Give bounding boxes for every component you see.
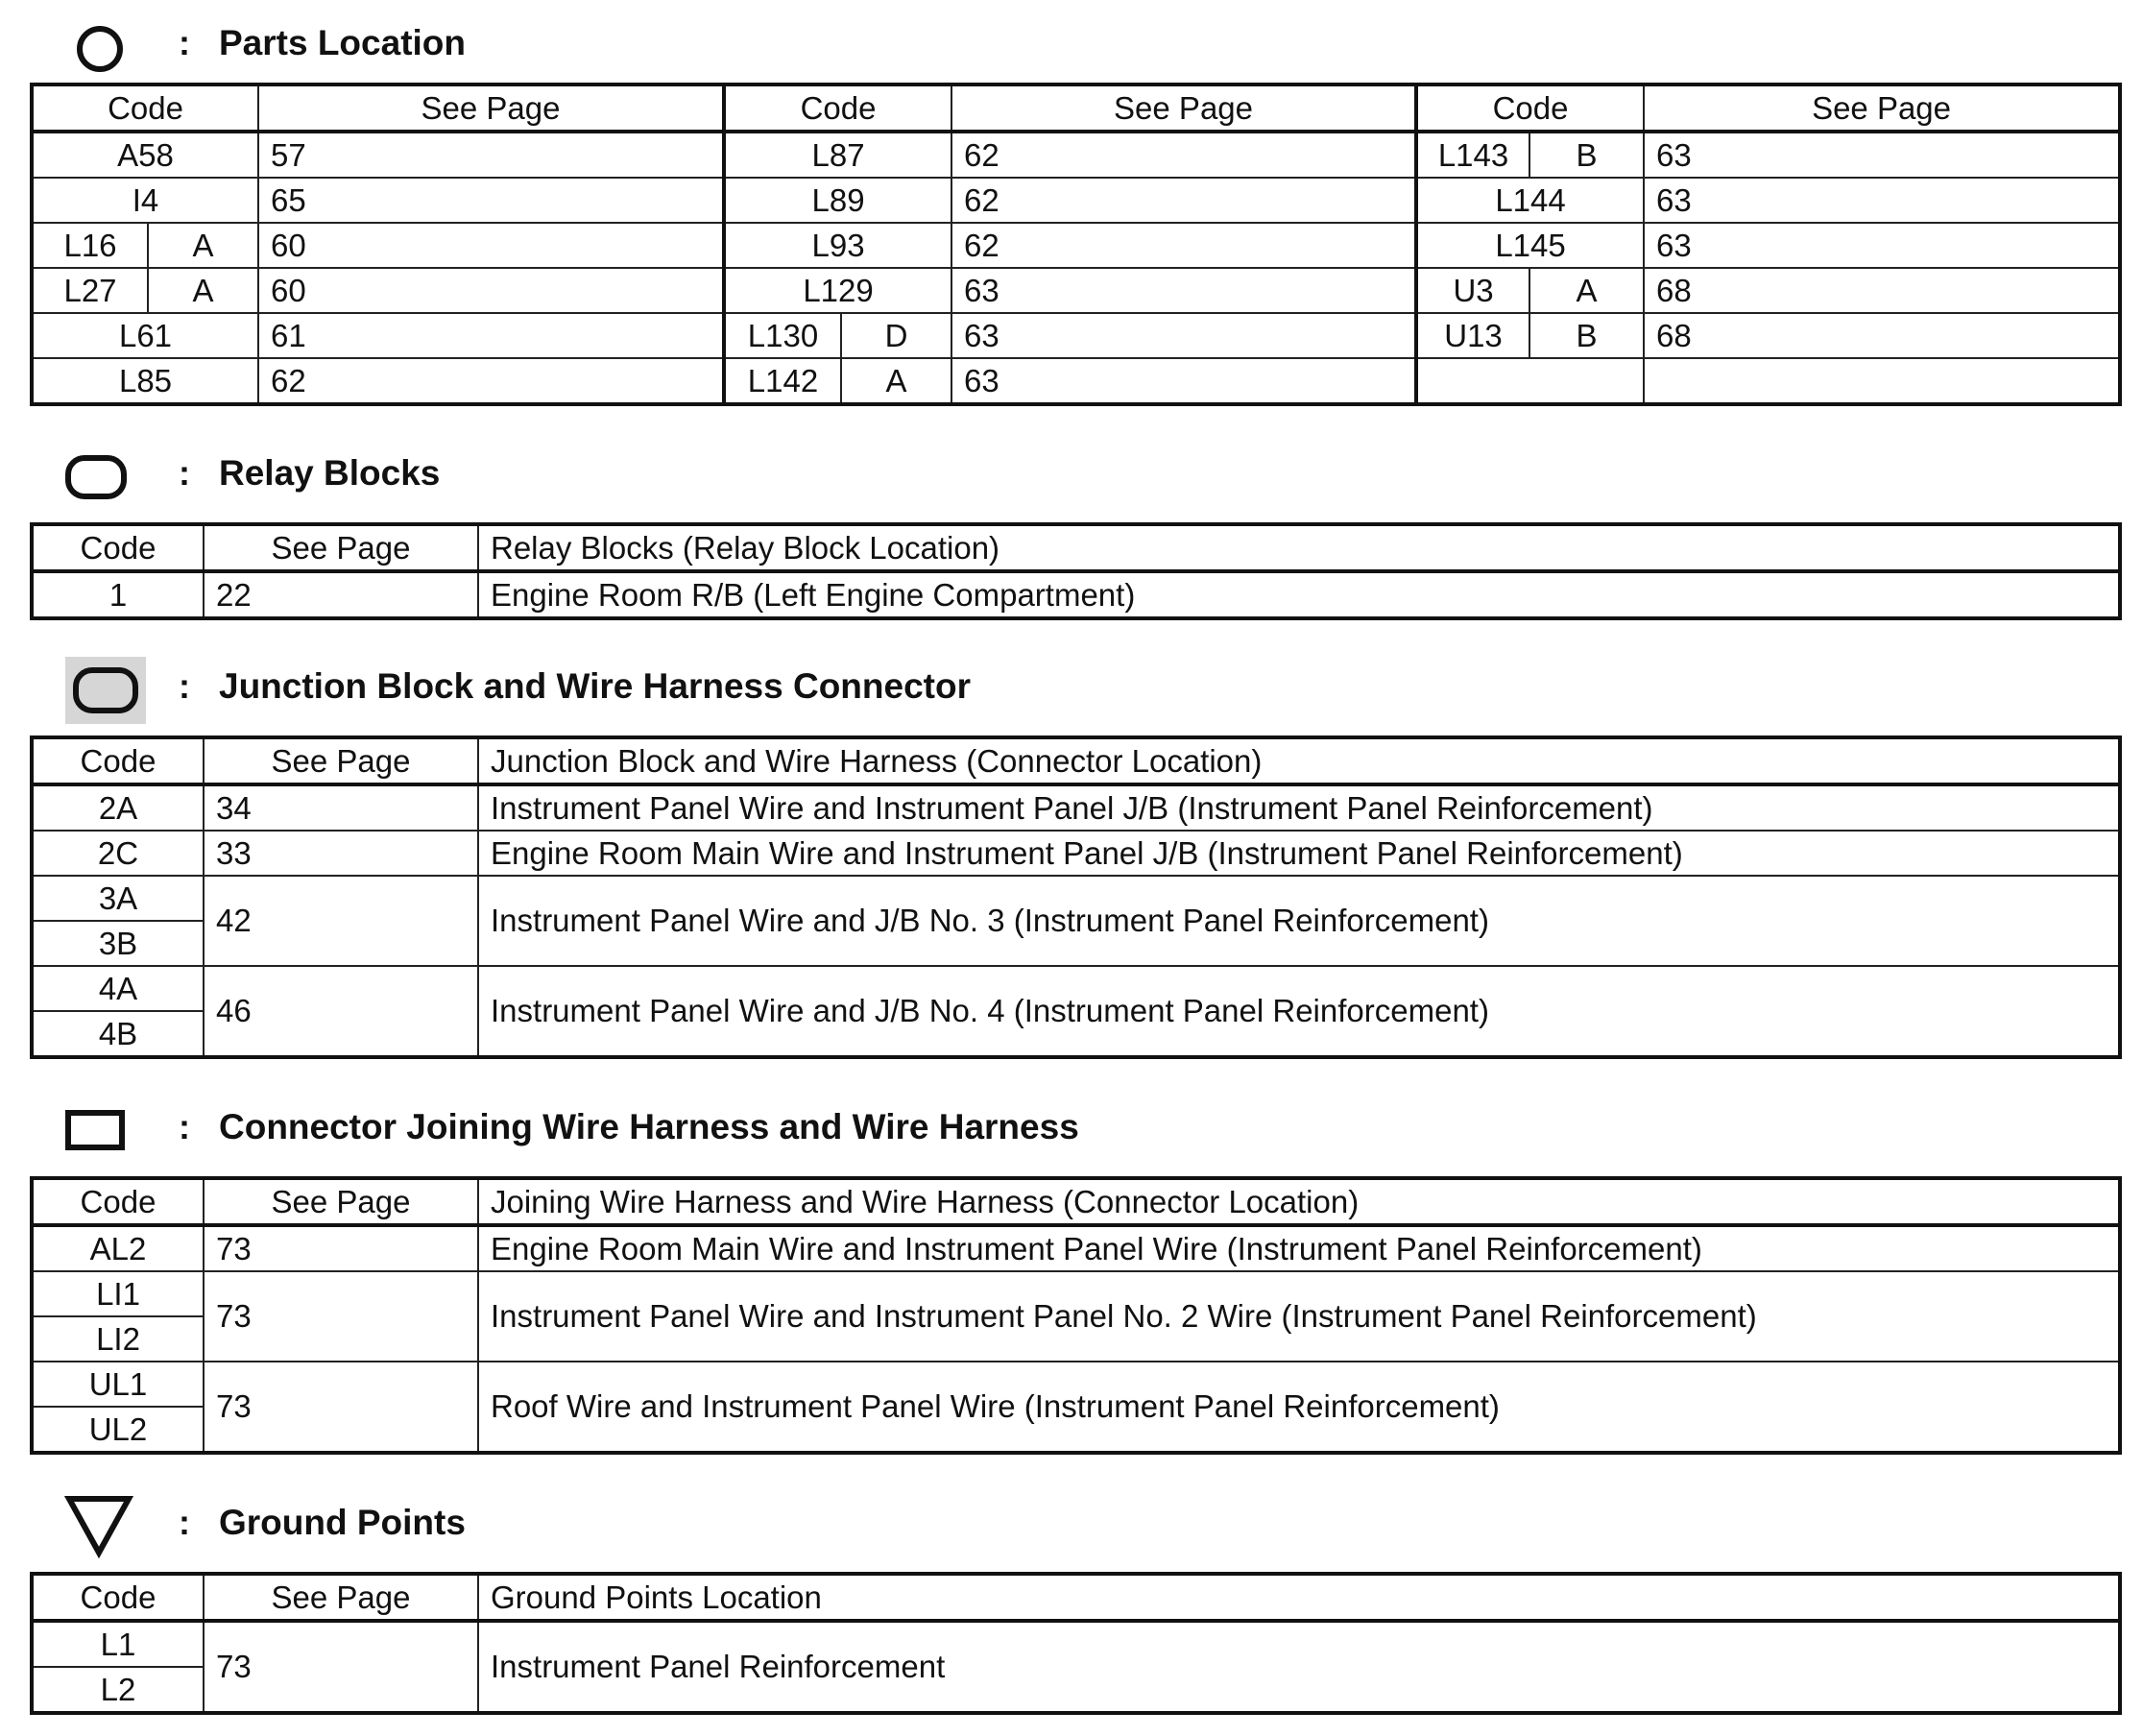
see-page-header: See Page bbox=[204, 524, 478, 571]
code-cell: U3 bbox=[1416, 268, 1529, 313]
sub-code-cell: A bbox=[148, 268, 258, 313]
code-header: Code bbox=[32, 1178, 204, 1225]
description-cell: Engine Room R/B (Left Engine Compartment) bbox=[478, 571, 2120, 618]
code-cell: L89 bbox=[724, 178, 951, 223]
description-cell: Instrument Panel Reinforcement bbox=[478, 1621, 2120, 1713]
code-cell: L142 bbox=[724, 358, 841, 404]
table-row bbox=[32, 1621, 2120, 1667]
code-cell: L2 bbox=[32, 1667, 204, 1713]
code-cell: U13 bbox=[1416, 313, 1529, 358]
page-cell: 73 bbox=[204, 1271, 478, 1362]
page-cell: 63 bbox=[951, 313, 1416, 358]
sub-code-cell: B bbox=[1529, 132, 1644, 178]
empty-cell bbox=[1644, 358, 2120, 404]
code-header: Code bbox=[32, 524, 204, 571]
code-cell: L93 bbox=[724, 223, 951, 268]
table-row bbox=[32, 178, 2120, 223]
table-row bbox=[32, 831, 2120, 876]
junction-block-table bbox=[30, 735, 2122, 1059]
table-row bbox=[32, 313, 2120, 358]
page-cell: 33 bbox=[204, 831, 478, 876]
see-page-header: See Page bbox=[204, 737, 478, 784]
page-cell: 63 bbox=[1644, 132, 2120, 178]
sub-code-cell: A bbox=[148, 223, 258, 268]
table-row bbox=[32, 1271, 2120, 1316]
page-cell: 22 bbox=[204, 571, 478, 618]
sub-code-cell: D bbox=[841, 313, 951, 358]
description-header: Ground Points Location bbox=[478, 1574, 2120, 1621]
page-cell: 63 bbox=[951, 268, 1416, 313]
description-cell: Engine Room Main Wire and Instrument Panel Wire (Instrument Panel Reinforcement) bbox=[478, 1225, 2120, 1271]
code-cell: L85 bbox=[32, 358, 258, 404]
code-cell: 2A bbox=[32, 784, 204, 831]
page-cell: 60 bbox=[258, 223, 724, 268]
code-cell: L144 bbox=[1416, 178, 1644, 223]
relay-blocks-heading bbox=[0, 444, 2143, 511]
sub-code-cell: A bbox=[841, 358, 951, 404]
page-cell: 65 bbox=[258, 178, 724, 223]
code-cell: L1 bbox=[32, 1621, 204, 1667]
table-header-row bbox=[32, 524, 2120, 571]
heading-colon: : bbox=[179, 1503, 190, 1542]
code-header: Code bbox=[32, 737, 204, 784]
code-cell: A58 bbox=[32, 132, 258, 178]
page-cell: 60 bbox=[258, 268, 724, 313]
description-header: Joining Wire Harness and Wire Harness (Connector Location) bbox=[478, 1178, 2120, 1225]
table-row bbox=[32, 1225, 2120, 1271]
page-cell: 57 bbox=[258, 132, 724, 178]
code-cell: L145 bbox=[1416, 223, 1644, 268]
page-cell: 34 bbox=[204, 784, 478, 831]
page-cell: 68 bbox=[1644, 268, 2120, 313]
page-cell: 63 bbox=[951, 358, 1416, 404]
table-header-row bbox=[32, 1178, 2120, 1225]
table-row bbox=[32, 223, 2120, 268]
table-header-row bbox=[32, 84, 2120, 132]
description-header: Junction Block and Wire Harness (Connector Location) bbox=[478, 737, 2120, 784]
page-cell: 61 bbox=[258, 313, 724, 358]
heading-colon: : bbox=[179, 453, 190, 493]
code-cell: 3B bbox=[32, 921, 204, 966]
code-cell: UL2 bbox=[32, 1407, 204, 1453]
ground-points-table bbox=[30, 1572, 2122, 1715]
junction-block-heading bbox=[0, 657, 2143, 724]
description-cell: Engine Room Main Wire and Instrument Panel J/B (Instrument Panel Reinforcement) bbox=[478, 831, 2120, 876]
rectangle-icon bbox=[63, 1097, 150, 1165]
code-cell: LI1 bbox=[32, 1271, 204, 1316]
page-cell: 63 bbox=[1644, 178, 2120, 223]
triangle-down-icon bbox=[63, 1493, 150, 1560]
table-row bbox=[32, 358, 2120, 404]
parts-location-table bbox=[30, 83, 2122, 406]
shaded-rounded-rectangle-icon bbox=[63, 657, 150, 724]
section-title: Ground Points bbox=[219, 1503, 466, 1542]
see-page-header: See Page bbox=[1644, 84, 2120, 132]
section-title: Parts Location bbox=[219, 23, 466, 62]
code-cell: I4 bbox=[32, 178, 258, 223]
description-cell: Roof Wire and Instrument Panel Wire (Instrument Panel Reinforcement) bbox=[478, 1362, 2120, 1453]
description-cell: Instrument Panel Wire and Instrument Panel J/B (Instrument Panel Reinforcement) bbox=[478, 784, 2120, 831]
circle-icon bbox=[63, 13, 150, 81]
code-cell: L129 bbox=[724, 268, 951, 313]
code-cell: L16 bbox=[32, 223, 148, 268]
code-cell: UL1 bbox=[32, 1362, 204, 1407]
code-cell: L87 bbox=[724, 132, 951, 178]
description-header: Relay Blocks (Relay Block Location) bbox=[478, 524, 2120, 571]
code-cell: L61 bbox=[32, 313, 258, 358]
description-cell: Instrument Panel Wire and J/B No. 4 (Instrument Panel Reinforcement) bbox=[478, 966, 2120, 1057]
table-row bbox=[32, 784, 2120, 831]
table-row bbox=[32, 132, 2120, 178]
code-cell: L130 bbox=[724, 313, 841, 358]
page-cell: 62 bbox=[951, 178, 1416, 223]
page-cell: 73 bbox=[204, 1225, 478, 1271]
table-row bbox=[32, 966, 2120, 1011]
section-title: Relay Blocks bbox=[219, 453, 441, 493]
section-title: Connector Joining Wire Harness and Wire Harness bbox=[219, 1107, 1079, 1146]
code-header: Code bbox=[724, 84, 951, 132]
page-cell: 63 bbox=[1644, 223, 2120, 268]
section-title: Junction Block and Wire Harness Connector bbox=[219, 666, 971, 706]
joining-connector-heading bbox=[0, 1097, 2143, 1165]
code-cell: L27 bbox=[32, 268, 148, 313]
code-cell: 1 bbox=[32, 571, 204, 618]
heading-colon: : bbox=[179, 23, 190, 62]
empty-cell bbox=[1416, 358, 1644, 404]
page-cell: 62 bbox=[258, 358, 724, 404]
code-cell: AL2 bbox=[32, 1225, 204, 1271]
page-cell: 46 bbox=[204, 966, 478, 1057]
page-cell: 73 bbox=[204, 1621, 478, 1713]
page-cell: 42 bbox=[204, 876, 478, 966]
description-cell: Instrument Panel Wire and Instrument Panel No. 2 Wire (Instrument Panel Reinforcement) bbox=[478, 1271, 2120, 1362]
heading-colon: : bbox=[179, 666, 190, 706]
code-header: Code bbox=[32, 84, 258, 132]
page-cell: 68 bbox=[1644, 313, 2120, 358]
see-page-header: See Page bbox=[258, 84, 724, 132]
joining-connector-table bbox=[30, 1176, 2122, 1455]
code-header: Code bbox=[32, 1574, 204, 1621]
sub-code-cell: B bbox=[1529, 313, 1644, 358]
rounded-rectangle-icon bbox=[63, 444, 150, 511]
table-header-row bbox=[32, 737, 2120, 784]
relay-blocks-table bbox=[30, 522, 2122, 620]
page-cell: 73 bbox=[204, 1362, 478, 1453]
code-cell: LI2 bbox=[32, 1316, 204, 1362]
description-cell: Instrument Panel Wire and J/B No. 3 (Instrument Panel Reinforcement) bbox=[478, 876, 2120, 966]
see-page-header: See Page bbox=[951, 84, 1416, 132]
see-page-header: See Page bbox=[204, 1178, 478, 1225]
page-cell: 62 bbox=[951, 223, 1416, 268]
table-row bbox=[32, 571, 2120, 618]
code-header: Code bbox=[1416, 84, 1644, 132]
code-cell: 4A bbox=[32, 966, 204, 1011]
ground-points-heading bbox=[0, 1493, 2143, 1560]
page-cell: 62 bbox=[951, 132, 1416, 178]
parts-location-heading bbox=[0, 13, 2143, 81]
heading-colon: : bbox=[179, 1107, 190, 1146]
code-cell: 4B bbox=[32, 1011, 204, 1057]
table-header-row bbox=[32, 1574, 2120, 1621]
table-row bbox=[32, 1362, 2120, 1407]
code-cell: 3A bbox=[32, 876, 204, 921]
sub-code-cell: A bbox=[1529, 268, 1644, 313]
see-page-header: See Page bbox=[204, 1574, 478, 1621]
code-cell: 2C bbox=[32, 831, 204, 876]
code-cell: L143 bbox=[1416, 132, 1529, 178]
table-row bbox=[32, 268, 2120, 313]
table-row bbox=[32, 876, 2120, 921]
